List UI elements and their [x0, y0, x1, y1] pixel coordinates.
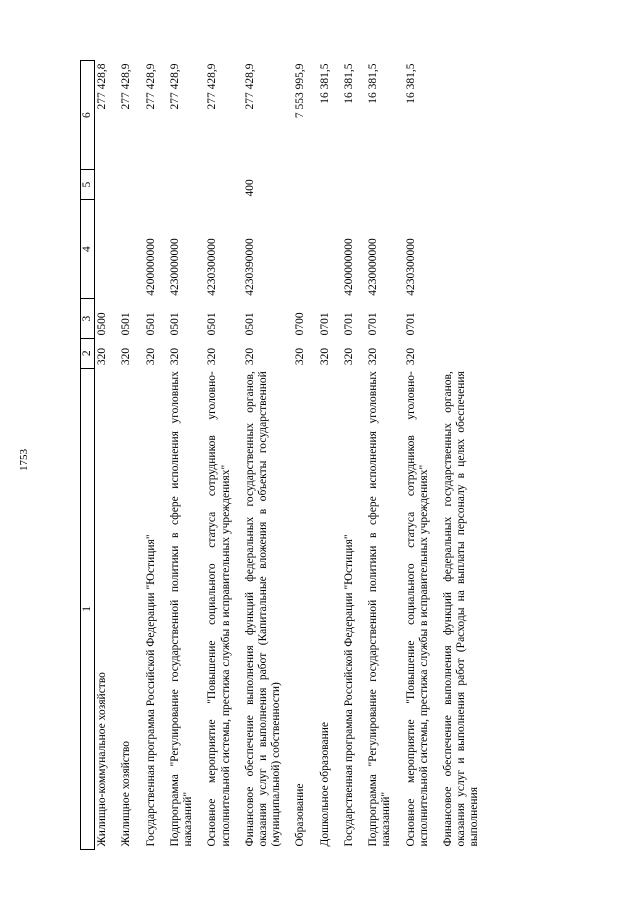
header-cell: 2: [81, 338, 95, 368]
row-col3: 0700: [294, 312, 307, 336]
row-amount: 16 381,5: [404, 63, 417, 104]
row-amount: 7 553 995,9: [294, 63, 307, 119]
row-col5: [442, 170, 493, 200]
row-name: Государственная программа Российской Федерации "Юстиция": [144, 534, 157, 847]
table-row: [405, 61, 442, 850]
row-name: Основное мероприятие "Повышение социального статуса сотрудников уголовно-исполнительной системы, престижа службы в исправительных учреждениях": [206, 371, 232, 847]
rotated-page: [80, 60, 530, 850]
row-col2: 320: [243, 347, 256, 366]
table-row: [442, 61, 493, 850]
row-name: Жилищное хозяйство: [120, 740, 133, 847]
table-row: [206, 61, 243, 850]
row-name: Подпрограмма "Регулирование государственной политики в сфере исполнения уголовных наказаний": [367, 371, 393, 847]
row-col5: 400: [243, 179, 256, 197]
table-row: [343, 61, 367, 850]
row-col4: 4230000000: [168, 238, 181, 296]
row-col3: 0701: [318, 312, 331, 336]
table-row: [319, 61, 343, 850]
row-amount: 277 428,9: [168, 63, 181, 110]
table-row: [145, 61, 169, 850]
row-col5: [319, 170, 343, 200]
row-col2: 320: [206, 347, 219, 366]
row-col3: 0701: [367, 312, 380, 336]
row-col5: [294, 170, 318, 200]
row-col3: 0500: [96, 312, 109, 336]
row-name: Основное мероприятие "Повышение социального статуса сотрудников уголовно-исполнительной системы, престижа службы в исправительных учреждениях": [404, 371, 430, 847]
row-col2: 320: [294, 347, 307, 366]
row-amount: 16 381,5: [342, 63, 355, 104]
row-col3: 0501: [243, 312, 256, 336]
row-name: Финансовое обеспечение выполнения функций федеральных государственных органов, оказания услуг и выполнения работ (Капитальные вложения в объекты государственной (муниципальной) собственности): [243, 371, 283, 847]
row-col4: 4200000000: [342, 238, 355, 296]
table-row: [120, 61, 144, 850]
row-col4: 4230300000: [206, 238, 219, 296]
row-col4: [95, 199, 121, 298]
row-amount: 277 428,8: [96, 63, 109, 110]
row-col5: [343, 170, 367, 200]
row-col2: 320: [342, 347, 355, 366]
row-col5: [367, 170, 404, 200]
row-amount: 277 428,9: [144, 63, 157, 110]
row-col2: 320: [120, 347, 133, 366]
table-row: [367, 61, 404, 850]
row-col4: 4200000000: [144, 238, 157, 296]
row-col4: [442, 199, 493, 298]
row-amount: 16 381,5: [367, 63, 380, 104]
header-cell: 1: [81, 368, 95, 849]
row-col5: [120, 170, 144, 200]
row-col4: 4230390000: [243, 238, 256, 296]
header-cell: 5: [81, 170, 95, 200]
row-amount: 277 428,9: [206, 63, 219, 110]
row-name: Финансовое обеспечение выполнения функций федеральных государственных органов, оказания услуг и выполнения работ (Расходы на выплаты персоналу в целях обеспечения выполнения: [441, 371, 481, 847]
header-cell: 6: [81, 61, 95, 170]
row-col5: [206, 170, 243, 200]
row-col3: 0701: [342, 312, 355, 336]
row-name: Образование: [294, 783, 307, 847]
header-cell: 4: [81, 199, 95, 298]
row-col2: 320: [144, 347, 157, 366]
row-name: Жилищно-коммунальное хозяйство: [96, 672, 109, 847]
table-header-row: [81, 61, 95, 850]
row-col5: [145, 170, 169, 200]
row-col4: 4230300000: [404, 238, 417, 296]
header-cell: 3: [81, 299, 95, 339]
row-col4: 4230000000: [367, 238, 380, 296]
row-col2: 320: [367, 347, 380, 366]
row-col4: [120, 199, 144, 298]
row-col3: [442, 299, 493, 339]
page-number: 1753: [18, 449, 30, 471]
row-col3: 0501: [144, 312, 157, 336]
row-col2: 320: [96, 347, 109, 366]
table-row: [294, 61, 318, 850]
row-col5: [95, 170, 121, 200]
row-col5: [169, 170, 206, 200]
row-col3: 0701: [404, 312, 417, 336]
row-amount: [442, 61, 493, 170]
table-row: [244, 61, 295, 850]
row-name: Подпрограмма "Регулирование государственной политики в сфере исполнения уголовных наказаний": [168, 371, 195, 847]
row-name: Дошкольное образование: [318, 721, 331, 847]
row-col3: 0501: [120, 312, 133, 336]
row-col5: [405, 170, 442, 200]
table-row: [95, 61, 121, 850]
row-name: Государственная программа Российской Федерации "Юстиция": [342, 534, 355, 847]
row-amount: 16 381,5: [318, 63, 331, 104]
row-col4: [319, 199, 343, 298]
row-col2: 320: [168, 347, 181, 366]
budget-table: [80, 60, 493, 850]
table-row: [169, 61, 206, 850]
row-col3: 0501: [168, 312, 181, 336]
row-amount: 277 428,9: [243, 63, 256, 110]
row-col2: [442, 338, 493, 368]
row-amount: 277 428,9: [120, 63, 133, 110]
row-col4: [294, 199, 318, 298]
row-col2: 320: [318, 347, 331, 366]
row-col2: 320: [404, 347, 417, 366]
row-col3: 0501: [206, 312, 219, 336]
